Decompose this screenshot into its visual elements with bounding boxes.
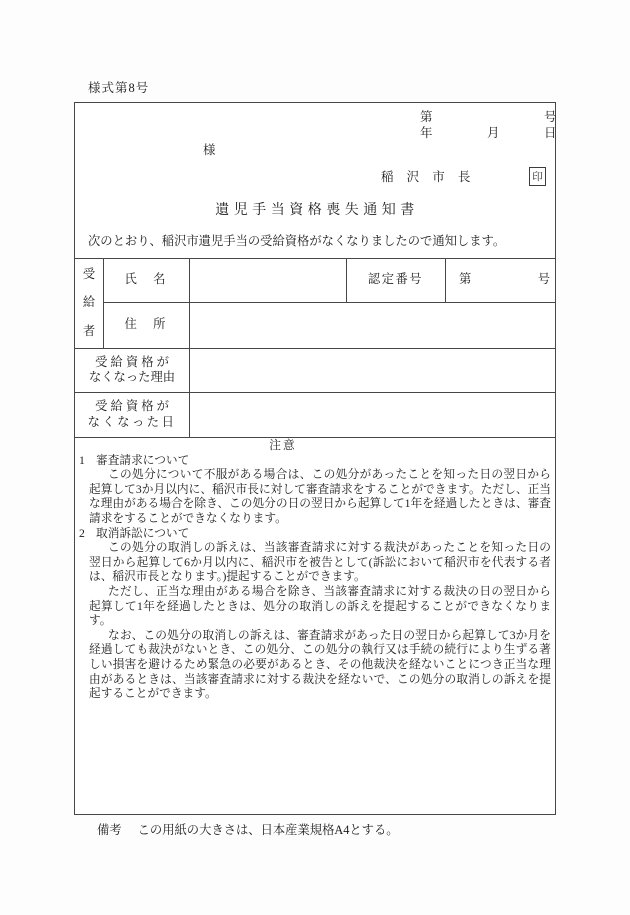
seal-box [529, 167, 546, 186]
document-title: 遺 児 手 当 資 格 喪 失 通 知 書 [215, 203, 415, 218]
note-item-1-number: 1 [79, 453, 85, 467]
note-item-2-title-row [75, 527, 555, 542]
loss-date-label [75, 392, 189, 437]
issuer-name: 稲 沢 市 長 [381, 170, 476, 184]
doc-number-suffix: 号 [544, 110, 557, 124]
date-day-label: 日 [544, 126, 557, 140]
form-frame [74, 102, 556, 815]
note-item-1-title: 審査請求について [96, 453, 190, 467]
cert-number-field [445, 258, 555, 302]
cert-number-suffix: 号 [537, 272, 550, 287]
reason-value-field [189, 348, 555, 392]
recipient-char: 者 [82, 323, 96, 338]
name-label: 氏 名 [124, 272, 168, 287]
loss-date-value-field [189, 392, 555, 437]
address-label: 住 所 [124, 317, 168, 332]
cert-number-label: 認定番号 [367, 272, 424, 287]
reason-label-line2: なくなった理由 [88, 370, 176, 384]
notes-heading: 注意 [269, 439, 297, 452]
note-item-2-number: 2 [79, 526, 85, 540]
address-value-field [189, 302, 555, 348]
recipient-header [75, 258, 103, 348]
form-number-label: 様式第8号 [88, 81, 150, 95]
intro-sentence: 次のとおり、稲沢市遺児手当の受給資格がなくなりましたので通知します。 [88, 234, 506, 248]
notes-section [75, 437, 555, 814]
note-item-2-title: 取消訴訟について [96, 526, 190, 540]
reason-label-line1: 受 給 資 格 が [95, 354, 169, 369]
remarks-line [97, 820, 399, 838]
cert-number-prefix: 第 [459, 272, 472, 287]
remarks-label: 備考 [97, 823, 122, 837]
note-item-1-paragraph: この処分について不服がある場合は、この処分があったことを知った日の翌日から起算して3か月以内に、稲沢市長に対して審査請求をすることができます。ただし、正当な理由がある場合を除き、この処分の日の翌日から起算して1年を経過したときは、審査請求をすることができなくなります。 [89, 468, 551, 525]
recipient-char: 受 [82, 266, 96, 281]
date-month-label: 月 [487, 126, 500, 140]
note-item-2-paragraph: この処分の取消しの訴えは、当該審査請求に対する裁決があったことを知った日の翌日から起算して6か月以内に、稲沢市を被告として(訴訟において稲沢市を代表する者は、稲沢市長となります。)提起することができます。 [89, 541, 551, 584]
reason-label [75, 348, 189, 392]
remarks-text: この用紙の大きさは、日本産業規格A4とする。 [137, 823, 399, 837]
loss-date-label-line1: 受 給 資 格 が [95, 399, 169, 413]
note-item-2-paragraph: なお、この処分の取消しの訴えは、審査請求があった日の翌日から起算して3か月を経過しても裁決がないとき、この処分、この処分の執行又は手続の続行により生ずる著しい損害を避けるため緊急の必要があるとき、その他裁決を経ないことにつき正当な理由があるときは、当該審査請求に対する裁決を経ないで、この処分の取消しの訴えを提起することができます。 [89, 628, 551, 701]
doc-number-prefix: 第 [420, 110, 433, 124]
loss-date-label-line2: なくなった日 [87, 414, 177, 429]
note-item-2-paragraph: ただし、正当な理由がある場合を除き、当該審査請求に対する裁決の日の翌日から起算して1年を経過したときは、処分の取消しの訴えを提起することができなくなります。 [89, 584, 551, 628]
recipient-char: 給 [82, 295, 96, 310]
addressee-suffix: 様 [203, 143, 216, 157]
seal-mark: 印 [532, 172, 543, 183]
note-item-1-title-row [75, 454, 555, 469]
date-year-label: 年 [420, 126, 433, 140]
name-value-field [189, 258, 346, 302]
